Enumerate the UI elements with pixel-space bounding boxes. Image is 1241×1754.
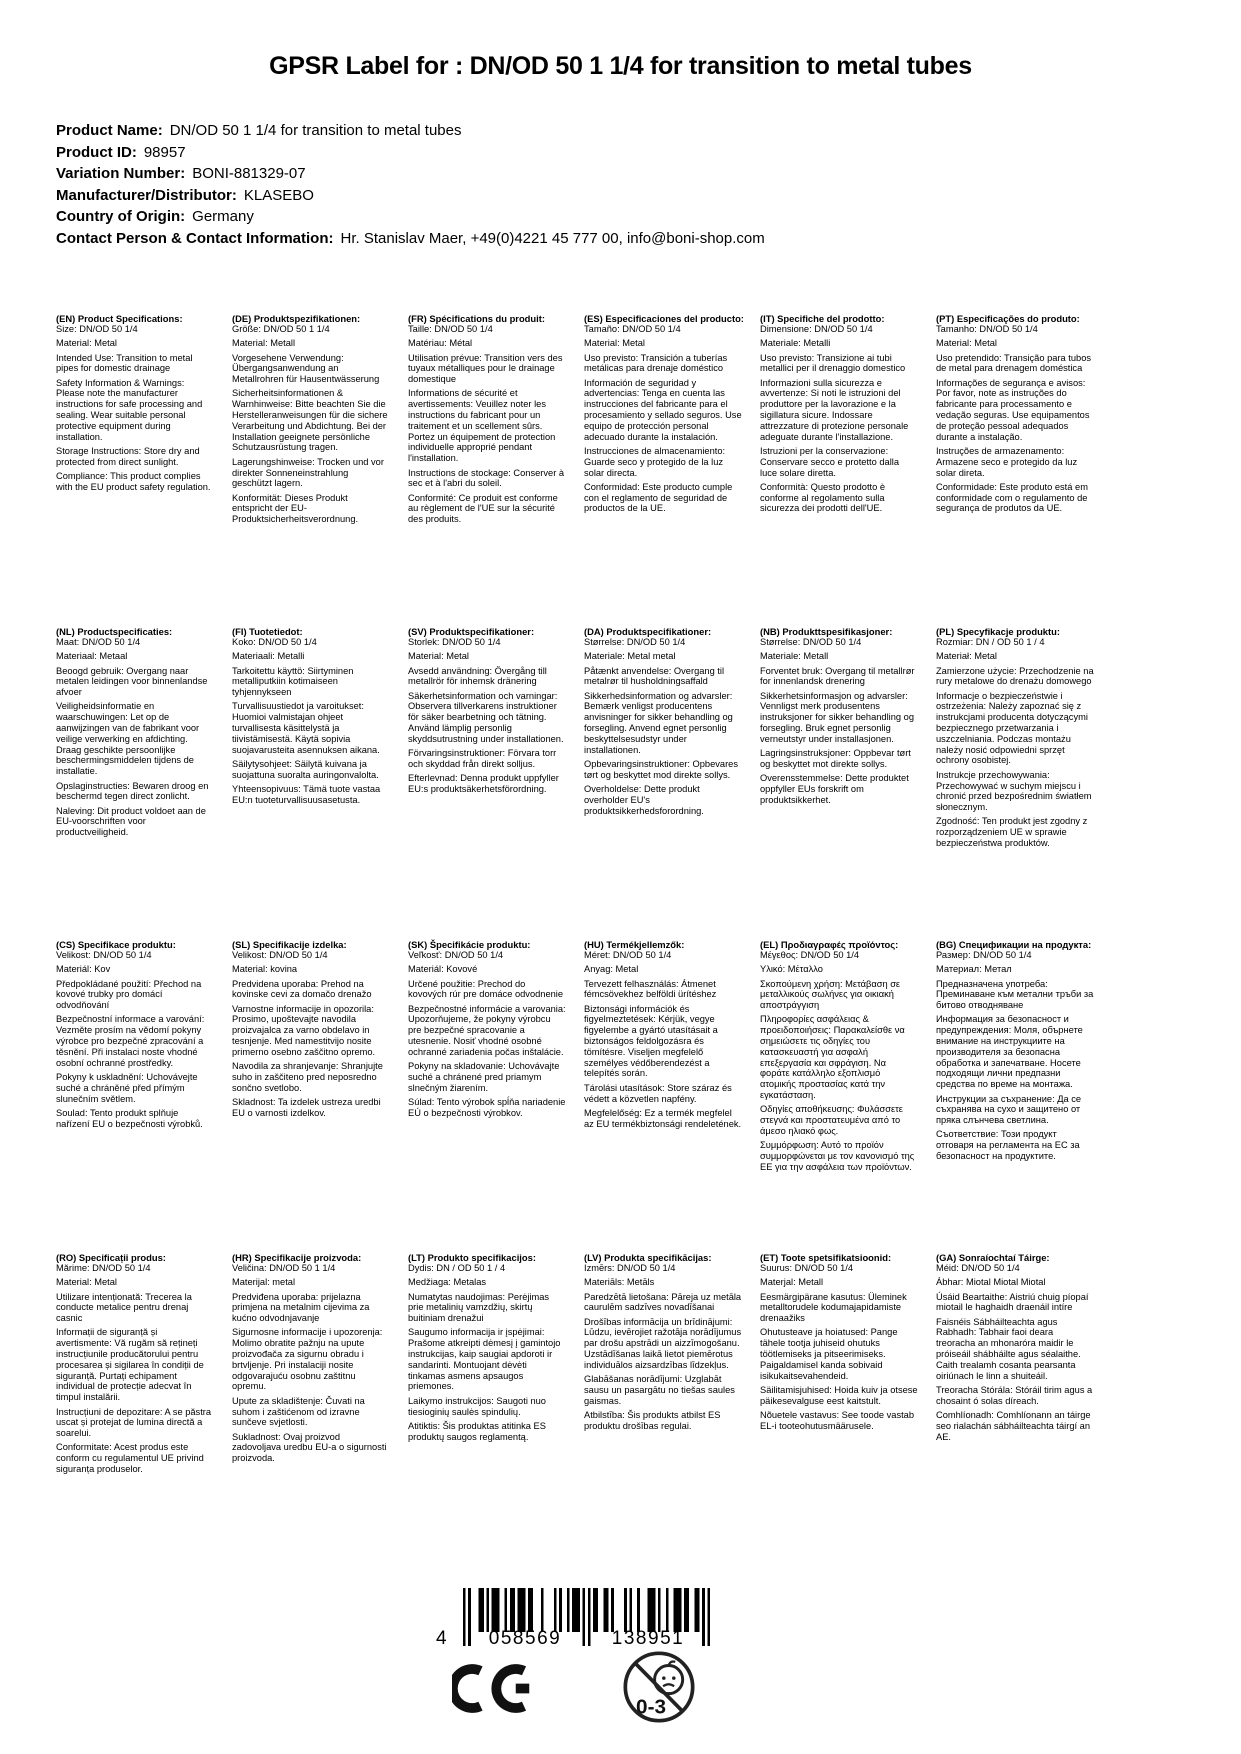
product-info-label: Contact Person & Contact Information: (56, 229, 334, 247)
spec-block-fi (232, 626, 390, 939)
spec-paragraph: Predviđena uporaba: prijelazna primjena na metalnim cijevima za kućno odvodnjavanje (232, 1291, 370, 1324)
spec-paragraph: Koko: DN/OD 50 1/4 (232, 637, 317, 647)
spec-block-header: (DA) Produktspecifikationer: (584, 626, 712, 637)
spec-paragraph: Conformidad: Este producto cumple con el reglamento de seguridad de productos de la UE. (584, 481, 733, 514)
spec-paragraph: Lagringsinstruksjoner: Oppbevar tørt og beskyttet mot direkte sollys. (760, 748, 911, 769)
product-info-label: Product ID: (56, 143, 137, 161)
spec-paragraph: Ábhar: Miotal Miotal Miotal (936, 1277, 1046, 1288)
spec-paragraph: Tervezett felhasználás: Átmenet fémcsövekhez belföldi ürítéshez (584, 978, 717, 1000)
spec-block-nb (760, 626, 918, 939)
spec-block-header: (ES) Especificaciones del producto: (584, 313, 744, 324)
spec-paragraph: Storlek: DN/OD 50 1/4 (408, 637, 501, 647)
spec-paragraph: Tarkoitettu käyttö: Siirtyminen metalliputkiin kotimaiseen tyhjennykseen (232, 665, 354, 698)
spec-paragraph: Saugumo informacija ir įspėjimai: Prašome atkreipti dėmesį į gamintojo instrukcijas, kaip saugiai apdoroti ir sandarinti. Montuojant dėvėti tinkamas asmens apsaugos priemones. (408, 1327, 561, 1392)
spec-paragraph: Materjal: Metall (760, 1277, 824, 1288)
spec-paragraph: Drošības informācija un brīdinājumi: Lūdzu, ievērojiet ražotāja norādījumus par drošu apstrādi un aizzīmogošanu. Uzstādīšanas laikā lietot piemērotus individuālos aizsardzības līdzekļus. (584, 1316, 742, 1370)
spec-paragraph: Rozmiar: DN / OD 50 1 / 4 (936, 637, 1045, 647)
spec-block-header: (PT) Especificações do produto: (936, 313, 1080, 324)
spec-paragraph: Størrelse: DN/OD 50 1/4 (584, 637, 686, 647)
spec-paragraph: Tamanho: DN/OD 50 1/4 (936, 324, 1038, 334)
spec-block-header: (LV) Produkta specifikācijas: (584, 1252, 712, 1263)
spec-block-header: (PL) Specyfikacje produktu: (936, 626, 1060, 637)
spec-paragraph: Υλικό: Μέταλλο (760, 964, 823, 975)
spec-paragraph: Πληροφορίες ασφάλειας & προειδοποιήσεις: Παρακαλείσθε να σημειώσετε τις οδηγίες του κατασκευαστή για ασφαλή επεξεργασία και σφράγιση. Να φοράτε κατάλληλο εξοπλισμό ατομικής προστασίας κατά την εγκατάσταση. (760, 1014, 905, 1101)
spec-block-header: (IT) Specifiche del prodotto: (760, 313, 885, 324)
spec-paragraph: Lagerungshinweise: Trocken und vor direkter Sonneneinstrahlung geschützt lagern. (232, 456, 384, 489)
spec-paragraph: Faisnéis Sábháilteachta agus Rabhadh: Tabhair faoi deara treoracha an mhonaróra maidir le próiseáil shábháilte agus séalaithe. Caith trealamh cosanta pearsanta oiriúnach le linn a shuiteáil. (936, 1316, 1081, 1381)
spec-block-header: (NL) Productspecificaties: (56, 626, 173, 637)
spec-paragraph: Informații de siguranță și avertismente: Vă rugăm să rețineți instrucțiunile producătorului pentru procesarea și sigilarea în condiții de siguranță. Purtați echipament individual de protecție adecvat în timpul instalării. (56, 1327, 204, 1403)
spec-block-header: (SK) Špecifikácie produktu: (408, 939, 531, 950)
spec-paragraph: Materiale: Metalli (760, 338, 831, 349)
barcode-right-digits: 138951 (611, 1628, 685, 1649)
spec-paragraph: Glabāšanas norādījumi: Uzglabāt sausu un pasargātu no tiešas saules gaismas. (584, 1374, 735, 1406)
spec-paragraph: Οδηγίες αποθήκευσης: Φυλάσσετε στεγνά και προστατευμένα από το άμεσο ηλιακό φως. (760, 1104, 903, 1136)
spec-block-header: (ET) Toote spetsifikatsioonid: (760, 1252, 892, 1263)
spec-block-bg (936, 939, 1094, 1252)
spec-paragraph: Zamierzone użycie: Przechodzenie na rury metalowe do drenażu domowego (936, 665, 1094, 687)
spec-paragraph: Intended Use: Transition to metal pipes for domestic drainage (56, 352, 193, 374)
spec-block-sv (408, 626, 566, 939)
spec-paragraph: Naleving: Dit product voldoet aan de EU-voorschriften voor productveiligheid. (56, 805, 206, 838)
spec-paragraph: Opslaginstructies: Bewaren droog en beschermd tegen direct zonlicht. (56, 780, 209, 802)
spec-block-header: (BG) Спецификации на продукта: (936, 939, 1092, 950)
spec-paragraph: Størrelse: DN/OD 50 1/4 (760, 637, 862, 647)
product-info-value: DN/OD 50 1 1/4 for transition to metal tubes (169, 122, 462, 139)
spec-paragraph: Materiāls: Metāls (584, 1277, 655, 1288)
spec-block-lt (408, 1252, 566, 1565)
spec-block-header: (EN) Product Specifications: (56, 313, 183, 324)
spec-paragraph: Instrucciones de almacenamiento: Guarde seco y protegido de la luz solar directa. (584, 445, 726, 478)
spec-block-ga (936, 1252, 1094, 1565)
spec-paragraph: Tamaño: DN/OD 50 1/4 (584, 324, 681, 334)
spec-paragraph: Säilytysohjeet: Säilytä kuivana ja suojattuna suoralta auringonvalolta. (232, 758, 379, 780)
spec-paragraph: Materiaal: Metaal (56, 651, 128, 662)
spec-block-it (760, 313, 918, 626)
spec-paragraph: Méid: DN/OD 50 1/4 (936, 1263, 1020, 1273)
spec-paragraph: Material: Metall (232, 338, 296, 349)
spec-paragraph: Paredzētā lietošana: Pāreja uz metāla caurulēm sadzīves novadīšanai (584, 1291, 742, 1313)
spec-paragraph: Izmērs: DN/OD 50 1/4 (584, 1263, 676, 1273)
product-info-row (56, 163, 765, 185)
spec-paragraph: Instructions de stockage: Conserver à sec et à l'abri du soleil. (408, 467, 565, 489)
spec-paragraph: Material: Metal (56, 1277, 117, 1288)
spec-paragraph: Materiál: Kovové (408, 964, 478, 975)
spec-paragraph: Vorgesehene Verwendung: Übergangsanwendung an Metallrohren für Hausentwässerung (232, 352, 380, 385)
spec-grid (56, 313, 1094, 1565)
spec-paragraph: Bezpečnostní informace a varování: Vezměte prosím na vědomí pokyny výrobce pro bezpečné zpracování a těsnění. Při instalaci noste vhodné osobní ochranné prostředky. (56, 1014, 205, 1068)
spec-paragraph: Utilisation prévue: Transition vers des tuyaux métalliques pour le drainage domestique (408, 352, 563, 385)
spec-paragraph: Turvallisuustiedot ja varoitukset: Huomioi valmistajan ohjeet turvallisesta käsittelystä ja tiivistämisestä. Käytä sopivia suojavarusteita asennuksen aikana. (232, 701, 380, 755)
spec-block-da (584, 626, 742, 939)
spec-paragraph: Säkerhetsinformation och varningar: Observera tillverkarens instruktioner för säker bearbetning och tätning. Använd lämplig personlig skyddsutrustning under installationen. (408, 690, 564, 744)
spec-paragraph: Informacje o bezpieczeństwie i ostrzeżenia: Należy zapoznać się z instrukcjami producenta dotyczącymi bezpiecznego przetwarzania i uszczelniania. Podczas montażu należy nosić odpowiedni sprzęt ochrony osobistej. (936, 690, 1088, 766)
product-info-value: BONI-881329-07 (192, 165, 306, 182)
spec-block-header: (HR) Specifikacije proizvoda: (232, 1252, 362, 1263)
spec-paragraph: Material: Metal (584, 338, 645, 349)
spec-paragraph: Material: Metal (408, 651, 469, 662)
spec-block-header: (NB) Produkttspesifikasjoner: (760, 626, 893, 637)
spec-paragraph: Säilitamisjuhised: Hoida kuiv ja otsese päikesevalguse eest kaitstult. (760, 1384, 918, 1406)
spec-paragraph: Zgodność: Ten produkt jest zgodny z rozporządzeniem UE w sprawie bezpieczeństwa produktów. (936, 816, 1088, 849)
product-info-row (56, 185, 765, 207)
product-info-row (56, 142, 765, 164)
spec-paragraph: Size: DN/OD 50 1/4 (56, 324, 138, 334)
spec-paragraph: Materiaali: Metalli (232, 651, 305, 662)
spec-paragraph: Upute za skladištenje: Čuvati na suhom i zaštićenom od izravne sunčeve svjetlosti. (232, 1395, 365, 1428)
spec-paragraph: Určené použitie: Prechod do kovových rúr pre domáce odvodnenie (408, 978, 564, 1000)
spec-paragraph: Atitiktis: Šis produktas atitinka ES produktų saugos reglamentą. (408, 1420, 546, 1442)
spec-paragraph: Predvidena uporaba: Prehod na kovinske cevi za domačo drenažo (232, 978, 372, 1000)
age-warning-label: 0-3 (636, 1695, 667, 1719)
page-title: GPSR Label for : DN/OD 50 1 1/4 for transition to metal tubes (269, 52, 972, 80)
spec-paragraph: Numatytas naudojimas: Perėjimas prie metalinių vamzdžių, skirtų buitiniam drenažui (408, 1291, 550, 1324)
spec-paragraph: Laikymo instrukcijos: Saugoti nuo tiesioginių saulės spindulių. (408, 1395, 546, 1417)
spec-paragraph: Sukladnost: Ovaj proizvod zadovoljava uredbu EU-a o sigurnosti proizvoda. (232, 1431, 387, 1464)
spec-block-nl (56, 626, 214, 939)
spec-paragraph: Anyag: Metal (584, 964, 639, 975)
spec-paragraph: Größe: DN/OD 50 1 1/4 (232, 324, 330, 334)
spec-paragraph: Megfelelőség: Ez a termék megfelel az EU termékbiztonsági rendeletének. (584, 1107, 742, 1129)
spec-paragraph: Suurus: DN/OD 50 1/4 (760, 1263, 854, 1273)
spec-block-header: (EL) Προδιαγραφές προϊόντος: (760, 939, 899, 950)
spec-paragraph: Material: kovina (232, 964, 298, 975)
spec-block-header: (CS) Specifikace produktu: (56, 939, 176, 950)
spec-block-pt (936, 313, 1094, 626)
spec-paragraph: Veľkosť: DN/OD 50 1/4 (408, 950, 504, 960)
spec-block-ro (56, 1252, 214, 1565)
spec-block-header: (FI) Tuotetiedot: (232, 626, 303, 637)
spec-paragraph: Overholdelse: Dette produkt overholder EU's produktsikkerhedsforordning. (584, 784, 704, 816)
spec-paragraph: Förvaringsinstruktioner: Förvara torr och skyddad från direkt solljus. (408, 748, 557, 769)
product-info-value: KLASEBO (243, 186, 314, 204)
spec-paragraph: Materiał: Metal (936, 651, 997, 662)
spec-paragraph: Safety Information & Warnings: Please note the manufacturer instructions for safe processing and sealing. Wear suitable personal protective equipment during installation. (56, 377, 203, 442)
spec-block-hr (232, 1252, 390, 1565)
spec-paragraph: Bezpečnostné informácie a varovania: Upozorňujeme, že pokyny výrobcu pre bezpečné spracovanie a utesnenie. Nosiť vhodné osobné ochranné zariadenia počas inštalácie. (408, 1003, 566, 1057)
spec-paragraph: Méret: DN/OD 50 1/4 (584, 950, 672, 960)
spec-paragraph: Atbilstība: Šis produkts atbilst ES produktu drošības regulai. (584, 1410, 721, 1431)
spec-paragraph: Mărime: DN/OD 50 1/4 (56, 1263, 151, 1273)
spec-paragraph: Dimensione: DN/OD 50 1/4 (760, 324, 873, 334)
spec-block-sk (408, 939, 566, 1252)
spec-paragraph: Информация за безопасност и предупреждения: Моля, обърнете внимание на инструкциите на производителя за безопасна обработка и запечатване. Носете подходящи лични предпазни средства по време на монтажа. (936, 1014, 1083, 1090)
spec-paragraph: Informations de sécurité et avertissements: Veuillez noter les instructions du fabricant pour un traitement et un scellement sûrs. Portez un équipement de protection individuelle approprié pendant l'installation. (408, 388, 556, 464)
spec-block-header: (SV) Produktspecifikationer: (408, 626, 535, 637)
spec-block-header: (GA) Sonraíochtaí Táirge: (936, 1252, 1050, 1263)
spec-paragraph: Σκοπούμενη χρήση: Μετάβαση σε μεταλλικούς σωλήνες για οικιακή αποστράγγιση (760, 978, 901, 1011)
spec-paragraph: Beoogd gebruik: Overgang naar metalen leidingen voor binnenlandse afvoer (56, 665, 208, 698)
spec-paragraph: Veiligheidsinformatie en waarschuwingen: Let op de aanwijzingen van de fabrikant voor veilige verwerking en afdichting. Draag geschikte persoonlijke beschermingsmiddelen tijdens de installatie. (56, 701, 200, 777)
spec-paragraph: Efterlevnad: Denna produkt uppfyller EU:s produktsäkerhetsförordning. (408, 773, 559, 795)
age-warning-icon (622, 1650, 696, 1724)
spec-block-en (56, 313, 214, 626)
spec-paragraph: Conformité: Ce produit est conforme au règlement de l'UE sur la sécurité des produits. (408, 492, 558, 525)
spec-paragraph: Nõuetele vastavus: See toode vastab EL-i tooteohutusmäärusele. (760, 1410, 915, 1431)
spec-paragraph: Instrucțiuni de depozitare: A se păstra uscat și protejat de lumina directă a soarelui. (56, 1406, 212, 1439)
spec-block-header: (FR) Spécifications du produit: (408, 313, 545, 324)
spec-block-cs (56, 939, 214, 1252)
product-info-row (56, 206, 765, 228)
spec-paragraph: Utilizare intenționată: Trecerea la conducte metalice pentru drenaj casnic (56, 1291, 192, 1324)
spec-paragraph: Súlad: Tento výrobok spĺňa nariadenie EÚ o bezpečnosti výrobkov. (408, 1097, 566, 1118)
spec-paragraph: Conformitate: Acest produs este conform cu regulamentul UE privind siguranța produselor. (56, 1442, 204, 1475)
spec-paragraph: Tárolási utasítások: Store száraz és védett a közvetlen napfény. (584, 1082, 732, 1104)
spec-paragraph: Sigurnosne informacije i upozorenja: Molimo obratite pažnju na upute proizvođača za sigurnu obradu i brtvljenje. Pri instalaciji nosite odgovarajuću osobnu zaštitnu opremu. (232, 1327, 383, 1392)
spec-paragraph: Dydis: DN / OD 50 1 / 4 (408, 1263, 506, 1273)
spec-paragraph: Μέγεθος: DN/OD 50 1/4 (760, 950, 860, 960)
spec-paragraph: Navodila za shranjevanje: Shranjujte suho in zaščiteno pred neposredno sončno svetlobo. (232, 1061, 383, 1093)
spec-paragraph: Sikkerhetsinformasjon og advarsler: Vennligst merk produsentens instruksjoner for sikker behandling og forsegling. Bruk egnet personlig verneutstyr under installasjonen. (760, 690, 914, 744)
spec-paragraph: Pokyny k uskladnění: Uchovávejte suché a chráněné před přímým slunečním světlem. (56, 1071, 198, 1104)
spec-block-header: (SL) Specifikacije izdelka: (232, 939, 347, 950)
spec-block-header: (LT) Produkto specifikacijos: (408, 1252, 536, 1263)
spec-paragraph: Pokyny na skladovanie: Uchovávajte suché a chránené pred priamym slnečným žiarením. (408, 1061, 560, 1093)
spec-paragraph: Размер: DN/OD 50 1/4 (936, 950, 1032, 960)
product-info-label: Product Name: (56, 122, 163, 139)
spec-block-pl (936, 626, 1094, 939)
spec-paragraph: Materiál: Kov (56, 964, 111, 975)
spec-paragraph: Velikost: DN/OD 50 1/4 (232, 950, 328, 960)
spec-paragraph: Compliance: This product complies with the EU product safety regulation. (56, 471, 211, 492)
spec-paragraph: Overensstemmelse: Dette produktet oppfyller EUs forskrift om produktsikkerhet. (760, 773, 909, 805)
spec-paragraph: Předpokládané použití: Přechod na kovové trubky pro domácí odvodňování (56, 978, 202, 1011)
product-info-label: Variation Number: (56, 165, 186, 182)
spec-paragraph: Eesmärgipärane kasutus: Üleminek metalltorudele kodumajapidamiste drenaažiks (760, 1291, 907, 1324)
spec-paragraph: Úsáid Beartaithe: Aistriú chuig píopaí miotail le haghaidh draenáil intíre (936, 1291, 1089, 1313)
spec-paragraph: Sicherheitsinformationen & Warnhinweise: Bitte beachten Sie die Herstelleranweisungen für die sichere Verarbeitung und Abdichtung. Bei der Installation geeignete persönliche Schutzausrüstung tragen. (232, 388, 388, 453)
spec-paragraph: Konformität: Dieses Produkt entspricht der EU-Produktsicherheitsverordnung. (232, 492, 359, 525)
spec-paragraph: Velikost: DN/OD 50 1/4 (56, 950, 152, 960)
spec-block-et (760, 1252, 918, 1565)
spec-paragraph: Matériau: Métal (408, 338, 473, 349)
spec-paragraph: Informações de segurança e avisos: Por favor, note as instruções do fabricante para processamento e vedação seguras. Use equipamentos de proteção pessoal adequados durante a instalação. (936, 377, 1090, 442)
spec-paragraph: Material: Metal (936, 338, 997, 349)
spec-paragraph: Soulad: Tento produkt splňuje nařízení EU o bezpečnosti výrobků. (56, 1107, 203, 1129)
spec-block-sl (232, 939, 390, 1252)
spec-block-de (232, 313, 390, 626)
spec-paragraph: Materijal: metal (232, 1277, 296, 1288)
barcode-lead-digit: 4 (436, 1628, 447, 1649)
spec-block-es (584, 313, 742, 626)
spec-paragraph: Uso previsto: Transición a tuberías metálicas para drenaje doméstico (584, 352, 728, 374)
spec-block-header: (DE) Produktspezifikationen: (232, 313, 361, 324)
spec-paragraph: Información de seguridad y advertencias: Tenga en cuenta las instrucciones del fabricante para el procesamiento y sellado seguros. Use equipo de protección personal adecuado durante la instalación. (584, 377, 742, 442)
product-info-value: 98957 (143, 143, 186, 161)
spec-paragraph: Uso pretendido: Transição para tubos de metal para drenagem doméstica (936, 352, 1092, 374)
spec-paragraph: Инструкции за съхранение: Да се съхранява на сухо и защитено от пряка слънчева светлина. (936, 1093, 1082, 1126)
product-info-value: Hr. Stanislav Maer, +49(0)4221 45 777 00, info@boni-shop.com (340, 229, 765, 247)
spec-paragraph: Veličina: DN/OD 50 1 1/4 (232, 1263, 336, 1273)
spec-paragraph: Ohutusteave ja hoiatused: Pange tähele tootja juhiseid ohutuks töötlemiseks ja pitseerimiseks. Paigaldamisel kanda sobivaid isikukaitsevahendeid. (760, 1327, 898, 1381)
spec-block-header: (RO) Specificații produs: (56, 1252, 166, 1263)
spec-paragraph: Συμμόρφωση: Αυτό το προϊόν συμμορφώνεται με τον κανονισμό της ΕΕ για την ασφάλεια των προϊόντων. (760, 1140, 915, 1172)
spec-paragraph: Forventet bruk: Overgang til metallrør for innenlandsk drenering (760, 665, 915, 687)
spec-paragraph: Maat: DN/OD 50 1/4 (56, 637, 141, 647)
spec-paragraph: Storage Instructions: Store dry and protected from direct sunlight. (56, 445, 200, 467)
spec-paragraph: Treoracha Stórála: Stóráil tirim agus a chosaint ó solas díreach. (936, 1384, 1093, 1406)
spec-paragraph: Varnostne informacije in opozorila: Prosimo, upoštevajte navodila proizvajalca za varno obdelavo in tesnjenje. Med namestitvijo nosite primerno osebno zaščitno opremo. (232, 1003, 376, 1057)
spec-paragraph: Påtænkt anvendelse: Overgang til metalrør til husholdningsaffald (584, 665, 725, 687)
spec-paragraph: Предназначена употреба: Преминаване към метални тръби за битово отводняване (936, 978, 1094, 1011)
spec-block-el (760, 939, 918, 1252)
spec-paragraph: Biztonsági információk és figyelmeztetések: Kérjük, vegye figyelembe a gyártó utasításait a biztonságos feldolgozásra és tömítésre. Viseljen megfelelő személyes védőberendezést a telepítés során. (584, 1003, 718, 1079)
product-info-value: Germany (192, 208, 254, 225)
spec-paragraph: Material: Metal (56, 338, 117, 349)
spec-paragraph: Sikkerhedsinformation og advarsler: Bemærk venligst producentens anvisninger for sikker behandling og forsegling. Anvend egnet personlig beskyttelsesudstyr under installationen. (584, 690, 733, 755)
spec-paragraph: Materiale: Metal metal (584, 651, 676, 662)
spec-paragraph: Medžiaga: Metalas (408, 1277, 487, 1288)
spec-paragraph: Yhteensopivuus: Tämä tuote vastaa EU:n tuoteturvallisuusasetusta. (232, 784, 381, 805)
spec-paragraph: Материал: Метал (936, 964, 1012, 975)
spec-paragraph: Conformidade: Este produto está em conformidade com o regulamento de segurança de produtos da UE. (936, 481, 1088, 514)
spec-paragraph: Opbevaringsinstruktioner: Opbevares tørt og beskyttet mod direkte sollys. (584, 758, 738, 780)
spec-paragraph: Uso previsto: Transizione ai tubi metallici per il drenaggio domestico (760, 352, 906, 374)
spec-paragraph: Avsedd användning: Övergång till metallrör för inhemsk dränering (408, 665, 547, 687)
spec-block-fr (408, 313, 566, 626)
spec-paragraph: Informazioni sulla sicurezza e avvertenze: Si noti le istruzioni del produttore per la lavorazione e la sigillatura sicure. Indossare attrezzature di protezione personale adeguate durante l'installazione. (760, 377, 909, 442)
product-info-row (56, 120, 765, 142)
spec-paragraph: Conformità: Questo prodotto è conforme al regolamento sulla sicurezza dei prodotti dell'UE. (760, 481, 886, 514)
product-info-row (56, 228, 765, 250)
spec-block-hu (584, 939, 742, 1252)
spec-paragraph: Istruzioni per la conservazione: Conservare secco e protetto dalla luce solare diretta. (760, 445, 900, 478)
spec-paragraph: Instrukcje przechowywania: Przechowywać w suchym miejscu i chronić przed bezpośrednim światłem słonecznym. (936, 769, 1092, 813)
spec-paragraph: Materiale: Metall (760, 651, 829, 662)
spec-block-lv (584, 1252, 742, 1565)
ce-mark-icon (452, 1662, 536, 1715)
spec-block-header: (HU) Termékjellemzők: (584, 939, 685, 950)
product-info (56, 120, 765, 249)
barcode-left-digits: 058569 (488, 1628, 562, 1649)
product-info-label: Manufacturer/Distributor: (56, 186, 237, 204)
spec-paragraph: Comhlíonadh: Comhlíonann an táirge seo rialachán sábháilteachta táirgí an AE. (936, 1410, 1091, 1442)
spec-paragraph: Skladnost: Ta izdelek ustreza uredbi EU o varnosti izdelkov. (232, 1097, 381, 1118)
product-info-label: Country of Origin: (56, 208, 186, 225)
spec-paragraph: Taille: DN/OD 50 1/4 (408, 324, 493, 334)
spec-paragraph: Съответствие: Този продукт отговаря на регламента на ЕС за безопасност на продуктите. (936, 1129, 1080, 1162)
spec-paragraph: Instruções de armazenamento: Armazene seco e protegido da luz solar direta. (936, 445, 1078, 478)
